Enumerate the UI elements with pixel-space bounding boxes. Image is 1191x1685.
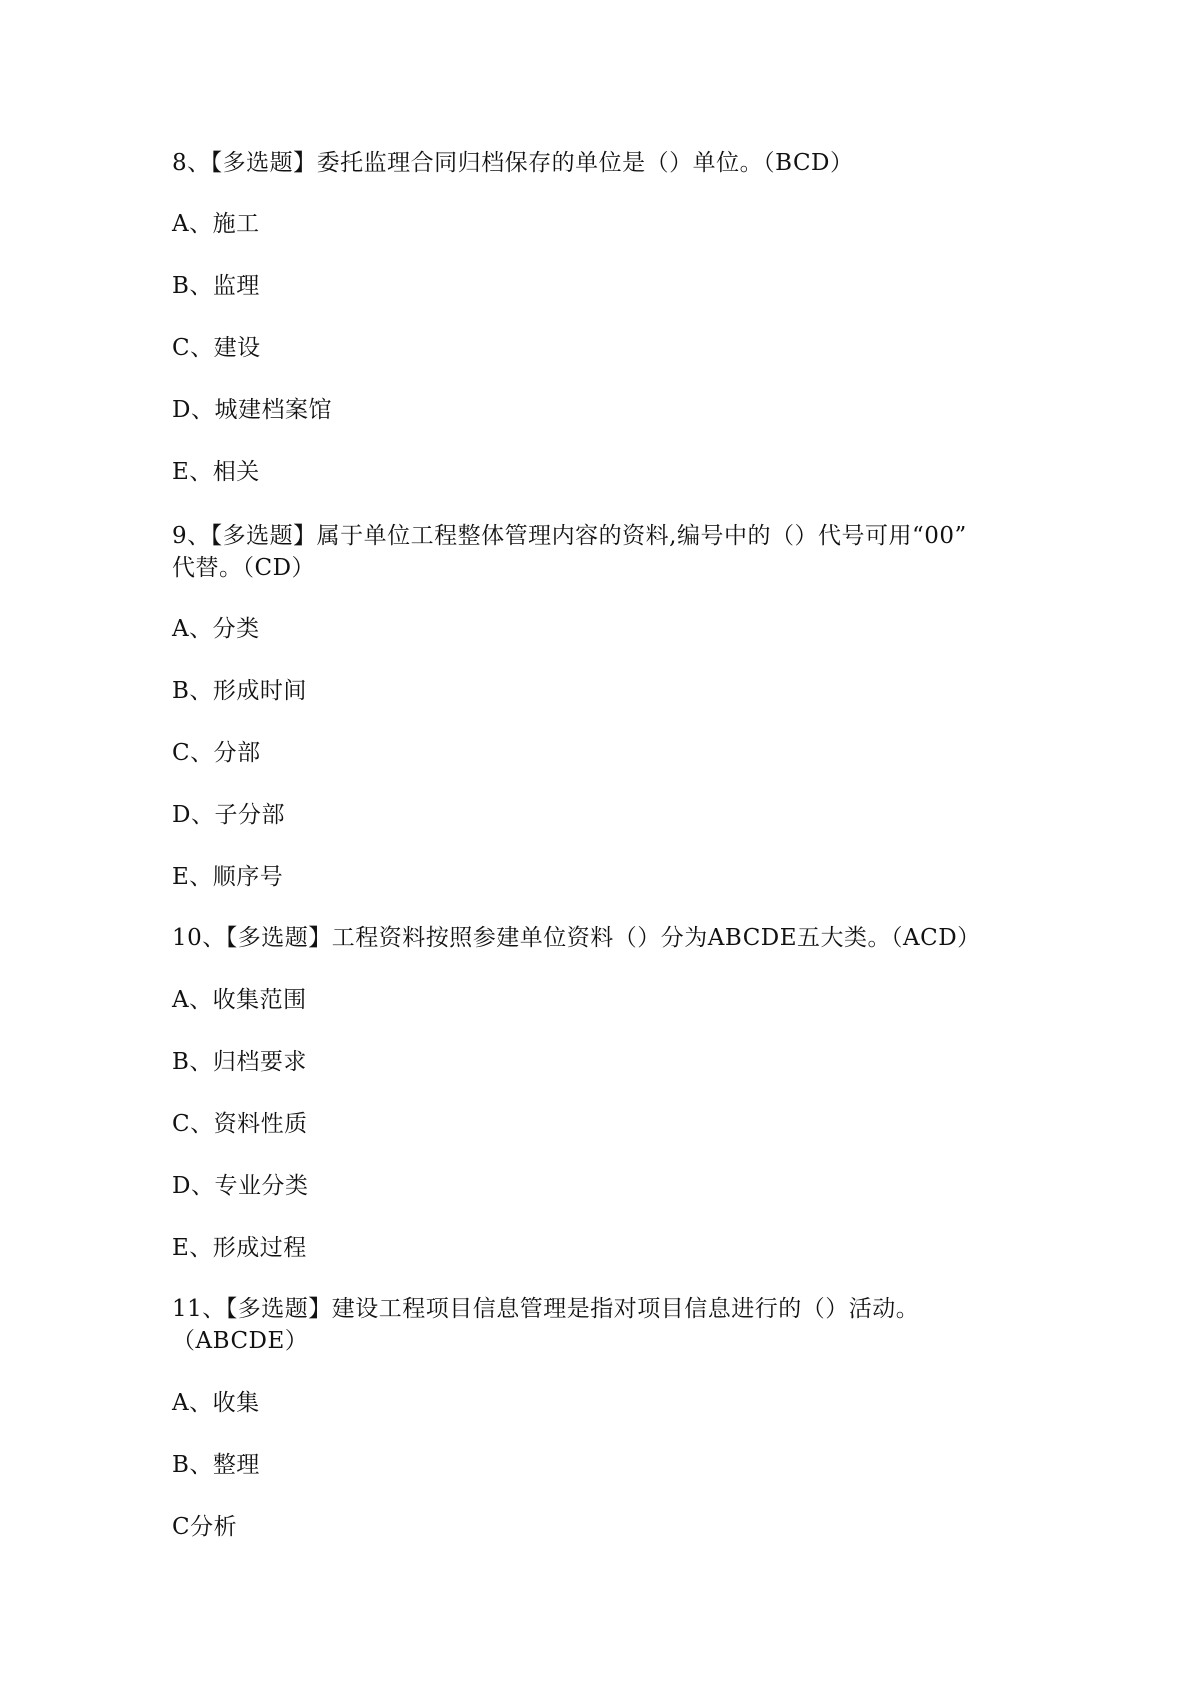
question-11-option-a: A、收集	[172, 1390, 260, 1416]
question-8-option-e: E、相关	[172, 459, 260, 485]
question-11-option-b: B、整理	[172, 1452, 260, 1478]
question-10-option-c: C、资料性质	[172, 1111, 308, 1137]
question-9-option-e: E、顺序号	[172, 864, 284, 890]
question-8-option-d: D、城建档案馆	[172, 397, 332, 423]
question-11-stem-line1: 11、【多选题】建设工程项目信息管理是指对项目信息进行的（）活动。	[172, 1296, 920, 1322]
question-9-option-c: C、分部	[172, 740, 261, 766]
question-10-option-d: D、专业分类	[172, 1173, 309, 1199]
question-10-option-e: E、形成过程	[172, 1235, 307, 1261]
question-9-stem-line1: 9、【多选题】属于单位工程整体管理内容的资料,编号中的（）代号可用“00”	[172, 523, 967, 549]
question-9-option-d: D、子分部	[172, 802, 285, 828]
question-8-option-a: A、施工	[172, 211, 260, 237]
question-11-stem-line2: （ABCDE）	[172, 1328, 309, 1354]
question-10-option-b: B、归档要求	[172, 1049, 307, 1075]
question-9-stem-line2: 代替。（CD）	[172, 555, 316, 581]
question-8-option-c: C、建设	[172, 335, 261, 361]
question-8-stem: 8、【多选题】委托监理合同归档保存的单位是（）单位。（BCD）	[172, 150, 854, 176]
question-10-stem: 10、【多选题】工程资料按照参建单位资料（）分为ABCDE五大类。（ACD）	[172, 925, 981, 951]
question-8-option-b: B、监理	[172, 273, 260, 299]
question-10-option-a: A、收集范围	[172, 987, 307, 1013]
question-11-option-c: C分析	[172, 1514, 238, 1540]
question-9-option-b: B、形成时间	[172, 678, 307, 704]
question-9-option-a: A、分类	[172, 616, 260, 642]
